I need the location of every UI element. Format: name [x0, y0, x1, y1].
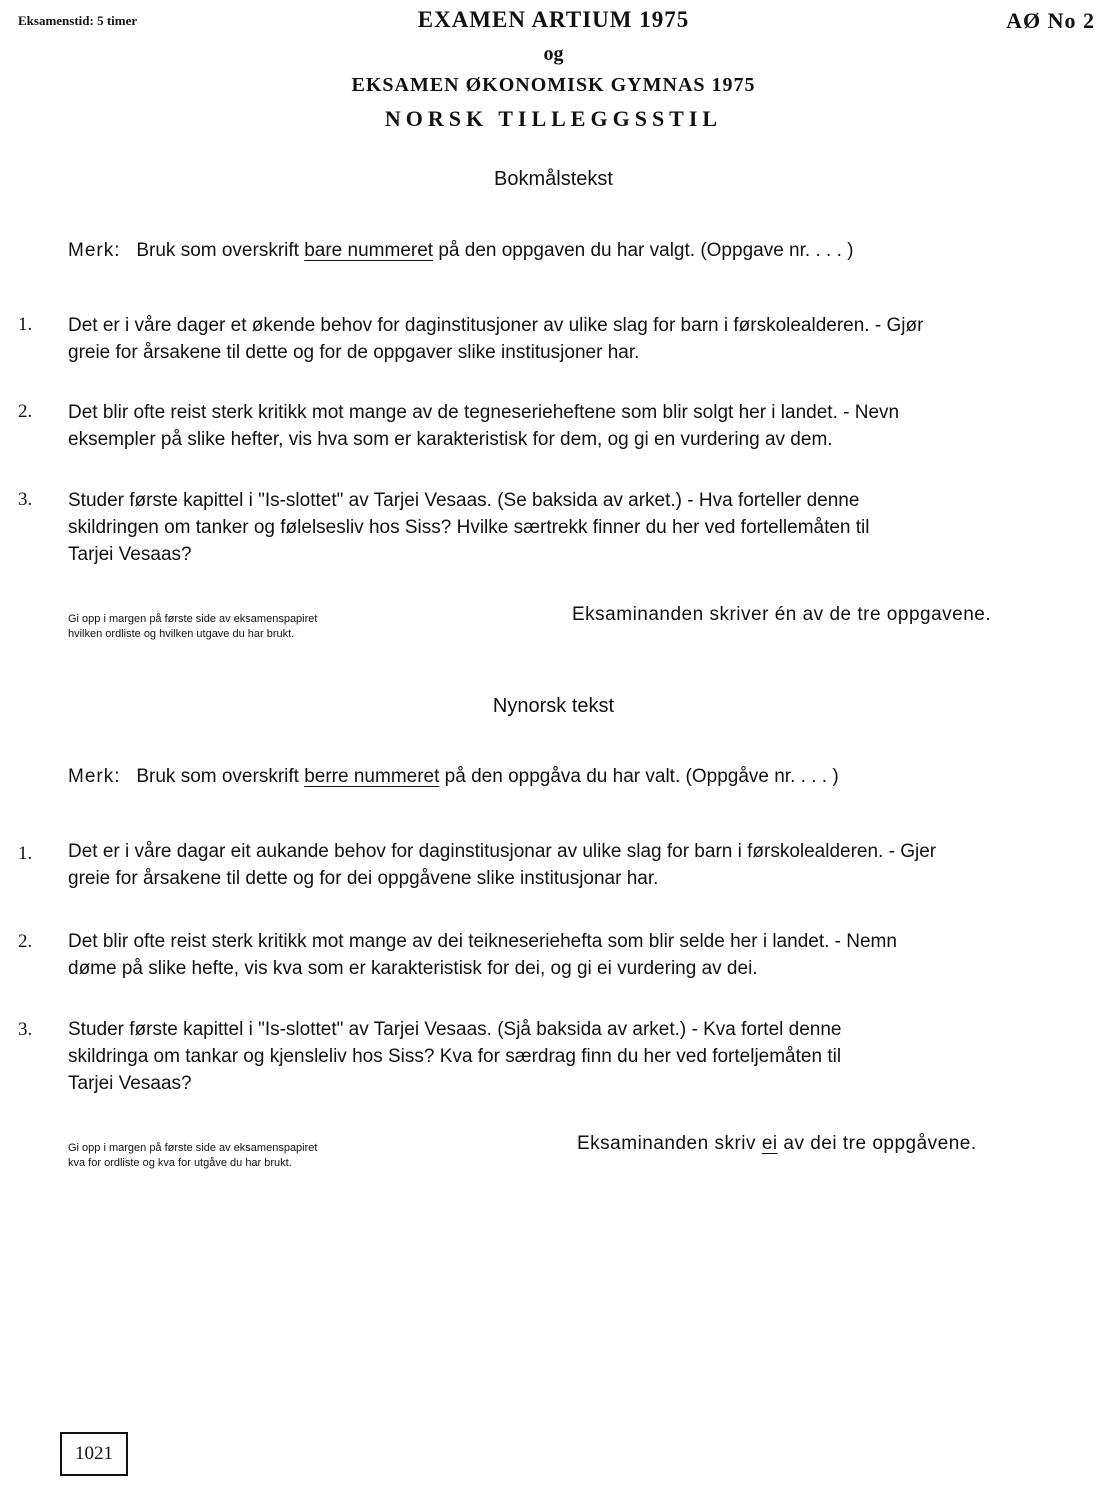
note-text: Bruk som overskrift — [136, 240, 299, 261]
task-line: Det er i våre dagar eit aukande behov for daginstitusjonar av ulike slag for barn i førskolealderen. - Gjer — [68, 841, 937, 862]
page-number-box: 1021 — [60, 1432, 128, 1476]
bokmal-task-3 — [68, 487, 1078, 568]
task-line: skildringa om tankar og kjensleliv hos Siss? Kva for særdrag finn du her ved forteljemåten til — [68, 1046, 842, 1067]
task-line: døme på slike hefte, vis kva som er karakteristisk for dei, og gi ei vurdering av dei. — [68, 958, 758, 979]
bokmal-heading: Bokmålstekst — [494, 168, 613, 190]
margin-note-line: Gi opp i margen på første side av eksamenspapiret — [68, 1142, 318, 1154]
task-line: Det blir ofte reist sterk kritikk mot mange av dei teikneseriehefta som blir selde her i landet. - Nemn — [68, 931, 897, 952]
instruction-underlined: ei — [761, 1133, 778, 1154]
note-text: på den oppgaven du har valgt. (Oppgave nr. . . . ) — [438, 240, 854, 261]
note-underlined: berre nummeret — [304, 766, 440, 787]
bokmal-task-1 — [68, 312, 1078, 366]
task-line: greie for årsakene til dette og for de oppgaver slike institusjoner har. — [68, 342, 640, 363]
nynorsk-note — [68, 766, 839, 788]
note-underlined: bare nummeret — [304, 240, 434, 261]
bokmal-instruction: Eksaminanden skriver én av de tre oppgavene. — [572, 604, 992, 625]
task-number: 3. — [18, 489, 33, 510]
note-label: Merk: — [68, 240, 121, 261]
task-number: 3. — [18, 1019, 33, 1040]
instruction-text: av dei tre oppgåvene. — [783, 1133, 977, 1154]
nynorsk-heading: Nynorsk tekst — [492, 695, 615, 717]
task-number: 1. — [18, 314, 33, 335]
note-text: Bruk som overskrift — [136, 766, 299, 787]
nynorsk-task-2 — [68, 928, 1078, 982]
task-line: eksempler på slike hefter, vis hva som er karakteristisk for dem, og gi en vurdering av dem. — [68, 429, 833, 450]
margin-note-line: hvilken ordliste og hvilken utgave du har brukt. — [68, 628, 295, 640]
task-line: Studer første kapittel i "Is-slottet" av Tarjei Vesaas. (Se baksida av arket.) - Hva forteller denne — [68, 490, 860, 511]
nynorsk-margin-note — [68, 1141, 317, 1171]
task-number: 2. — [18, 931, 33, 952]
title-line-3: EKSAMEN ØKONOMISK GYMNAS 1975 — [351, 74, 756, 96]
bokmal-note — [68, 240, 853, 262]
note-label: Merk: — [68, 766, 121, 787]
task-line: Studer første kapittel i "Is-slottet" av Tarjei Vesaas. (Sjå baksida av arket.) - Kva fortel denne — [68, 1019, 842, 1040]
bokmal-task-2 — [68, 399, 1078, 453]
task-line: Det er i våre dager et økende behov for daginstitusjoner av ulike slag for barn i førskolealderen. - Gjør — [68, 315, 924, 336]
title-line-1: EXAMEN ARTIUM 1975 — [417, 7, 690, 32]
margin-note-line: Gi opp i margen på første side av eksamenspapiret — [68, 613, 318, 625]
nynorsk-instruction — [577, 1133, 977, 1155]
note-text: på den oppgåva du har valt. (Oppgåve nr. . . . ) — [444, 766, 839, 787]
title-line-4: NORSK TILLEGGSSTIL — [384, 106, 723, 131]
task-line: Det blir ofte reist sterk kritikk mot mange av de tegneserieheftene som blir solgt her i landet. - Nevn — [68, 402, 900, 423]
exam-duration: Eksamenstid: 5 timer — [18, 13, 138, 28]
nynorsk-task-3 — [68, 1016, 1078, 1097]
exam-code: AØ No 2 — [1006, 8, 1095, 33]
task-line: Tarjei Vesaas? — [68, 1073, 192, 1094]
task-line: greie for årsakene til dette og for dei oppgåvene slike institusjonar har. — [68, 868, 659, 889]
task-line: Tarjei Vesaas? — [68, 544, 192, 565]
title-line-2: og — [543, 43, 564, 65]
task-number: 2. — [18, 401, 33, 422]
nynorsk-task-1 — [68, 838, 1078, 892]
task-number: 1. — [18, 843, 33, 864]
margin-note-line: kva for ordliste og kva for utgåve du har brukt. — [68, 1157, 292, 1169]
bokmal-margin-note — [68, 612, 317, 642]
instruction-text: Eksaminanden skriv — [577, 1133, 757, 1154]
task-line: skildringen om tanker og følelsesliv hos Siss? Hvilke særtrekk finner du her ved fortellemåten til — [68, 517, 870, 538]
